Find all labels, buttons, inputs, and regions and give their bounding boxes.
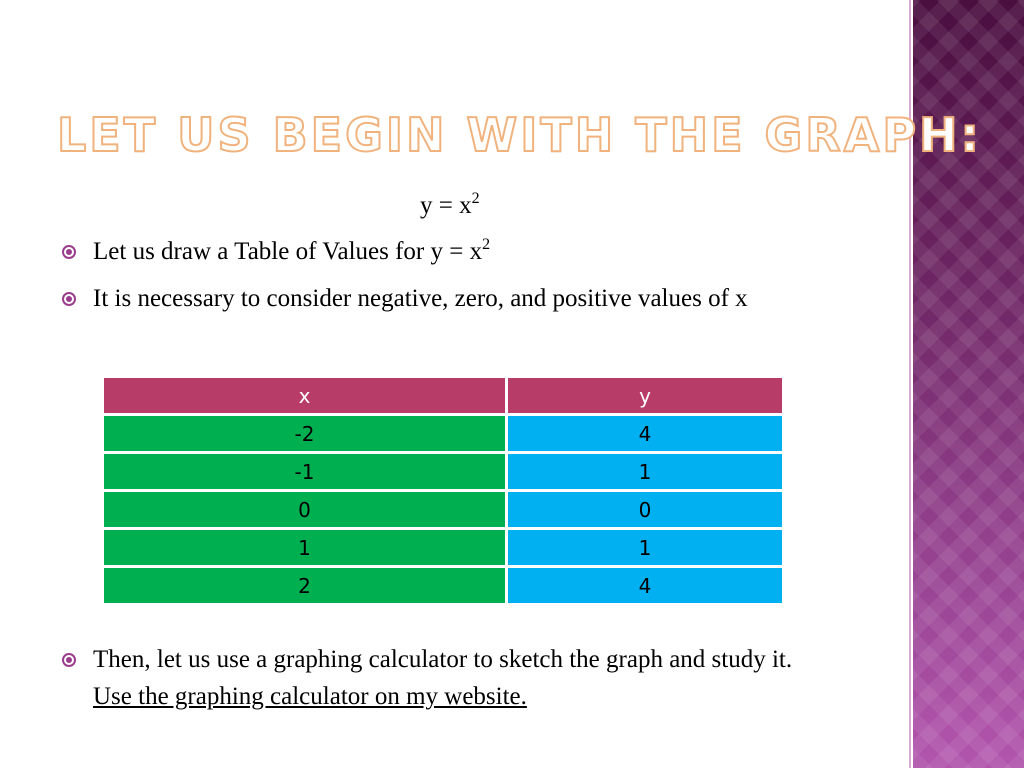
cell-x: 0 [103, 491, 507, 529]
bullet-consider-values [62, 280, 822, 317]
table-row [103, 567, 784, 605]
cell-x: 2 [103, 567, 507, 605]
table-of-values [101, 375, 785, 606]
cell-y: 1 [507, 529, 784, 567]
bullet-text: Then, let us use a graphing calculator to sketch the graph and study it. Use the graphing calculator on my website. [93, 646, 793, 710]
cell-y: 4 [507, 415, 784, 453]
table-row [103, 415, 784, 453]
graphing-calculator-link[interactable]: Use the graphing calculator on my website. [93, 683, 527, 710]
equation-exponent: 2 [471, 190, 480, 207]
table-row [103, 453, 784, 491]
cell-y: 0 [507, 491, 784, 529]
cell-x: -2 [103, 415, 507, 453]
header-y: y [507, 377, 784, 415]
table-header-row [103, 377, 784, 415]
equation-base: y = x [420, 192, 472, 219]
equation [420, 192, 480, 220]
bullet-circle-icon [62, 653, 76, 667]
bullet-table-of-values [62, 233, 822, 270]
bullet-circle-icon [62, 245, 76, 259]
cell-x: -1 [103, 453, 507, 491]
bullet-graphing-calculator [62, 641, 822, 715]
header-x: x [103, 377, 507, 415]
bullet-circle-icon [62, 292, 76, 306]
cell-y: 4 [507, 567, 784, 605]
cell-y: 1 [507, 453, 784, 491]
bullet-exponent: 2 [482, 236, 491, 253]
table-row [103, 491, 784, 529]
slide-title: LET US BEGIN WITH THE GRAPH: [57, 108, 982, 162]
bullet-text: Let us draw a Table of Values for $y = x^2$ [93, 236, 491, 265]
bullet-text: It is necessary to consider negative, zero, and positive values of x [93, 285, 748, 312]
table-row [103, 529, 784, 567]
cell-x: 1 [103, 529, 507, 567]
